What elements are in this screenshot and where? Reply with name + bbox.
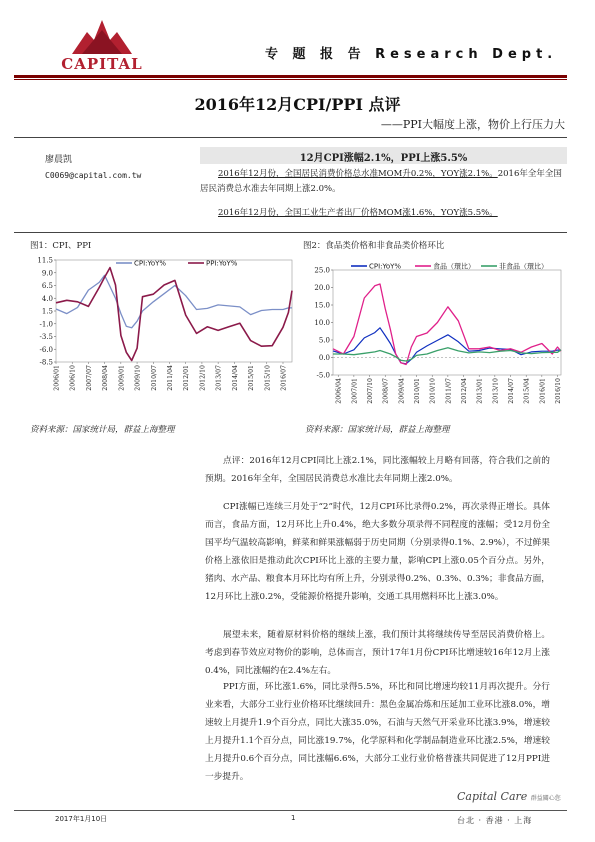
x-tick-label: 2012/10	[199, 365, 207, 391]
series-line-2	[56, 268, 292, 361]
x-tick-label: 2013/01	[476, 378, 484, 404]
x-tick-label: 2008/07	[382, 378, 390, 404]
report-title: 2016年12月CPI/PPI 点评	[194, 95, 401, 114]
y-tick-label: 11.5	[37, 256, 53, 265]
x-tick-label: 2008/04	[102, 365, 110, 391]
x-tick-label: 2011/04	[166, 365, 174, 391]
title-divider	[14, 137, 567, 138]
x-tick-label: 2015/01	[248, 365, 256, 391]
x-tick-label: 2007/10	[367, 378, 375, 404]
x-tick-label: 2013/07	[215, 365, 223, 391]
page-number: 1	[291, 814, 296, 822]
y-tick-label: 15.0	[314, 301, 330, 310]
legend-label: PPI:YoY%	[206, 259, 238, 268]
footer-rule	[14, 810, 567, 811]
y-tick-label: 25.0	[314, 266, 330, 275]
plot-frame	[333, 270, 561, 375]
x-tick-label: 2016/10	[555, 378, 563, 404]
summary-paragraph-1	[200, 167, 567, 197]
x-tick-label: 2015/04	[523, 378, 531, 404]
x-tick-label: 2006/04	[335, 378, 343, 404]
legend-label: CPI:YoY%	[369, 262, 402, 271]
capital-logo	[52, 14, 152, 76]
bird-logo-icon	[52, 14, 152, 56]
x-tick-label: 2006/01	[53, 365, 61, 391]
x-tick-label: 2012/01	[183, 365, 191, 391]
y-tick-label: -5.0	[316, 371, 330, 380]
y-tick-label: 6.5	[41, 282, 53, 290]
plot-frame	[56, 260, 292, 362]
summary-p1-b: 2016年全年全国居民消费总水准去年同期上涨2.0%。	[200, 169, 562, 194]
legend-label: 食品（環比）	[433, 262, 475, 271]
y-tick-label: 10.0	[314, 319, 330, 327]
y-tick-label: -8.5	[39, 358, 53, 367]
x-tick-label: 2014/07	[508, 378, 516, 404]
header-rule-thin	[14, 79, 567, 80]
y-tick-label: -1.0	[39, 320, 53, 329]
x-tick-label: 2006/10	[69, 365, 77, 391]
summary-paragraph-2	[218, 206, 567, 221]
legend-label: CPI:YoY%	[134, 259, 167, 268]
series-line-1	[333, 328, 561, 364]
x-tick-label: 2009/10	[134, 365, 142, 391]
y-tick-label: -6.0	[39, 345, 53, 354]
x-tick-label: 2013/10	[492, 378, 500, 404]
author-email[interactable]: C0069@capital.com.tw	[45, 171, 142, 180]
x-tick-label: 2016/07	[280, 365, 288, 391]
x-tick-label: 2010/01	[414, 378, 422, 404]
body-paragraph-1: 点评：2016年12月CPI同比上涨2.1%，同比涨幅较上月略有回落，符合我们之前的预期。2016年全年，全国居民消费总水准比去年同期上涨2.0%。	[205, 456, 550, 484]
x-tick-label: 2012/04	[461, 378, 469, 404]
x-tick-label: 2007/01	[351, 378, 359, 404]
body-paragraph-4: PPI方面，环比涨1.6%，同比录得5.5%，环比和同比增速均较11月再次提升。分行业来看，大部分工业行业价格环比继续回升：黑色金属冶炼和压延加工业环比涨8.0%，增速较上月提升1.9个百分点，同比大涨35.0%，石油与天然气开采业环比涨3.9%，增速较上月提升1.1个百分点，同比涨19.7%，化学原料和化学制品制造业环比涨2.5%，增速较上月提升0.6个百分点，同比涨幅6.6%，大部分工业行业价格普涨共同促进了12月PPI进一步提升。	[205, 682, 550, 782]
x-tick-label: 2014/04	[231, 365, 239, 391]
summary-p1-a: 2016年12月份，全国居民消费价格总水准MOM升0.2%，YOY涨2.1%。	[218, 169, 498, 179]
cpi-ppi-chart	[30, 252, 298, 420]
y-tick-label: 5.0	[318, 336, 330, 345]
header-title: 专 题 报 告 Research Dept.	[265, 47, 558, 62]
y-tick-label: 0.0	[318, 354, 330, 362]
body-paragraph-2: CPI涨幅已连续三月处于“2”时代，12月CPI环比录得0.2%，再次录得正增长。具体而言，食品方面，12月环比上升0.4%，绝大多数分项录得不同程度的涨幅；受12月份全国平均气温较高影响，鲜菜和鲜果涨幅弱于历史同期（分别录得0.1%、2.9%），不过鲜果价格上涨依旧是推动此次CPI环比上涨的主要力量，影响CPI上涨0.05个百分点。另外，猪肉、水产品、粮食本月环比均有所上升，分别录得0.2%、0.3%、0.3%；非食品方面，12月环比上涨0.2%，受能源价格提升影响，交通工具用燃料环比上涨3.0%。	[205, 502, 550, 602]
y-tick-label: -3.5	[39, 333, 53, 341]
legend-label: 非食品（環比）	[499, 262, 548, 271]
figure1-source: 资料来源：国家统计局，群益上海整理	[30, 425, 175, 435]
footer-cities: 台北 · 香港 · 上海	[457, 816, 533, 825]
x-tick-label: 2007/07	[85, 365, 93, 391]
figure2-source: 资料来源：国家统计局，群益上海整理	[305, 425, 450, 435]
logo-text: CAPITAL	[61, 55, 143, 73]
footer-brand-cn: 群益關心您	[530, 795, 561, 802]
food-nonfood-chart	[305, 252, 567, 420]
x-tick-label: 2016/01	[539, 378, 547, 404]
figure1-label: 图1：CPI、PPI	[30, 241, 92, 251]
x-tick-label: 2009/04	[398, 378, 406, 404]
x-tick-label: 2011/07	[445, 378, 453, 404]
summary-p2: 2016年12月份，全国工业生产者出厂价格MOM涨1.6%，YOY涨5.5%。	[218, 208, 498, 218]
header-rule-thick	[14, 75, 567, 78]
summary-divider	[14, 232, 567, 233]
footer-brand	[457, 790, 561, 803]
body-paragraph-3: 展望未来，随着原材料价格的继续上涨，我们预计其将继续传导至居民消费价格上。考虑到春节效应对物价的影响，总体而言，预计17年1月份CPI环比增速较16年12月上涨0.4%，同比涨幅约在2.4%左右。	[205, 630, 550, 676]
x-tick-label: 2015/10	[264, 365, 272, 391]
footer-brand-text: Capital Care	[457, 790, 528, 803]
footer-date: 2017年1月10日	[55, 815, 108, 823]
y-tick-label: 20.0	[314, 284, 330, 292]
author-name: 廖晨凯	[45, 155, 73, 165]
y-tick-label: 4.0	[41, 294, 53, 303]
x-tick-label: 2009/01	[118, 365, 126, 391]
report-subtitle: ——PPI大幅度上涨，物价上行压力大	[380, 118, 565, 131]
x-tick-label: 2010/07	[150, 365, 158, 391]
figure2-label: 图2：食品类价格和非食品类价格环比	[303, 241, 445, 251]
summary-headline: 12月CPI涨幅2.1%，PPI上涨5.5%	[299, 153, 468, 164]
x-tick-label: 2010/10	[429, 378, 437, 404]
y-tick-label: 9.0	[41, 269, 53, 278]
y-tick-label: 1.5	[41, 307, 53, 316]
